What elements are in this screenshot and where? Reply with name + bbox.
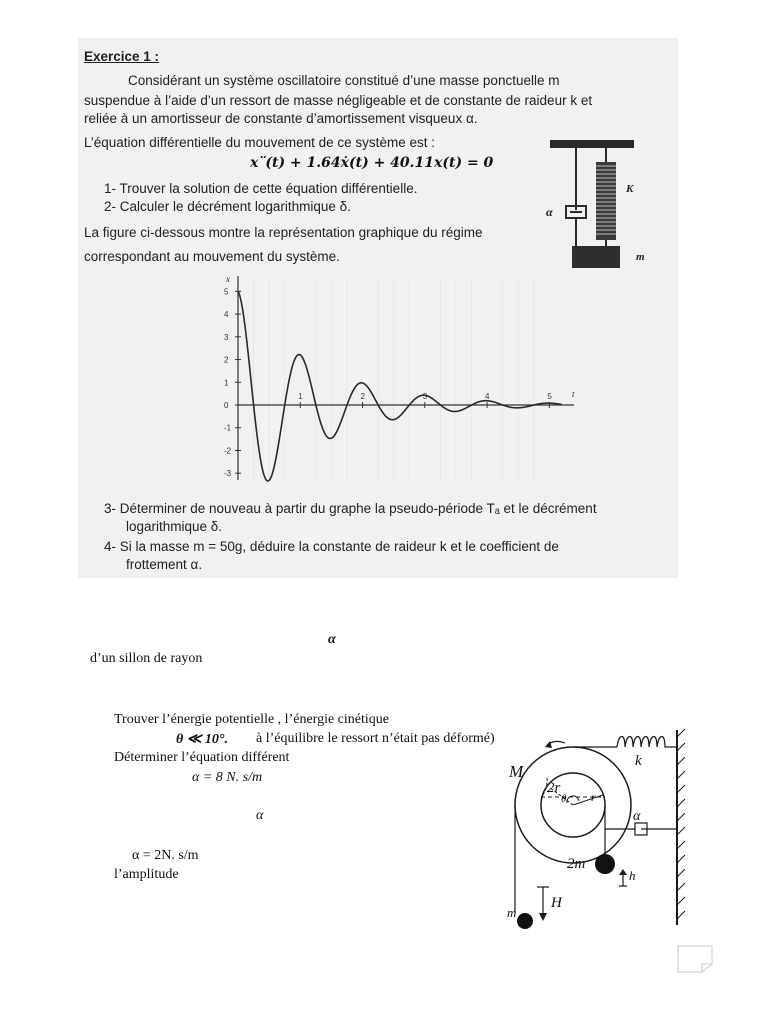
spring-coil [617,737,677,748]
y-tick-label: -2 [224,446,232,456]
label-2r: 2r [547,780,561,796]
y-tick-label: 2 [224,355,229,365]
question-1: 1- Trouver la solution de cette équation différentielle. [104,181,418,196]
amplitude-text: l’amplitude [114,867,179,882]
label-k: k [635,753,642,769]
oscillation-curve [238,291,562,481]
damped-oscillation-chart [216,270,586,490]
question-2: 2- Calculer le décrément logarithmique δ. [104,199,351,214]
mass-block [572,246,620,268]
alpha-value-8: α = 8 N. s/m [192,770,263,785]
equation-intro: L’équation différentielle du mouvement de ce système est : [84,135,435,150]
y-tick-label: 5 [224,287,229,297]
intro-line-3: reliée à un amortisseur de constante d’amortissement visqueux α. [84,111,478,126]
x-tick-label: 4 [485,392,490,401]
small-angle-condition: θ ≪ 10°. [176,732,229,747]
label-M: M [509,762,524,781]
label-damper: α [546,205,553,219]
question-4: 4- Si la masse m = 50g, déduire la constante de raideur k et le coefficient de [104,539,559,554]
sillon-text: d’un sillon de rayon [90,651,203,666]
figure-intro-line-2: correspondant au mouvement du système. [84,249,340,264]
question-3: 3- Déterminer de nouveau à partir du graphe la pseudo-période Tₐ et le décrément [104,501,597,516]
x-axis-label: t [572,389,575,399]
y-tick-label: 0 [224,401,229,410]
figure-intro-line-1: La figure ci-dessous montre la représentation graphique du régime [84,225,483,240]
x-tick-label: 3 [422,392,428,401]
pulley-system-diagram [495,725,690,935]
alpha-symbol: α [328,632,336,647]
y-tick-label: -3 [224,469,232,479]
label-theta: θ [561,793,567,805]
equilibrium-note: à l’équilibre le ressort n’était pas déformé) [256,731,495,746]
x-tick-label: 5 [547,392,552,401]
label-H: H [551,895,562,911]
mass-m [517,913,533,929]
label-h: h [629,868,636,883]
y-tick-label: 4 [224,310,229,320]
chart-gridlines [254,280,534,480]
alpha-symbol-2: α [256,808,264,823]
energy-line: Trouver l’énergie potentielle , l’énergie cinétique [114,712,389,727]
equation-line: Déterminer l’équation différent [114,750,290,765]
mass-2m [595,854,615,874]
label-m: m [507,905,517,920]
label-r: r [591,790,596,804]
label-spring: K [626,183,634,195]
ceiling-bar [550,140,634,148]
y-tick-label: 3 [224,332,229,342]
exercise-title: Exercice 1 : [84,49,160,64]
y-tick-label: 1 [224,378,229,388]
intro-line-1: Considérant un système oscillatoire constitué d’une masse ponctuelle m [128,73,560,88]
alpha-value-2: α = 2N. s/m [132,848,199,863]
label-alpha: α [633,809,641,824]
question-4-continued: frottement α. [126,557,203,572]
y-tick-label: -1 [224,423,232,433]
x-tick-label: 2 [360,392,365,401]
intro-line-2: suspendue à l’aide d’un ressort de masse négligeable et de constante de raideur k et [84,93,593,108]
label-mass: m [636,251,645,263]
label-2m: 2m [567,856,586,872]
spring-mass-damper-diagram [540,136,660,272]
y-axis-label: x [226,274,230,284]
differential-equation: x¨(t) + 1.64ẋ(t) + 40.11x(t) = 0 [250,155,494,171]
question-3-continued: logarithmique δ. [126,519,223,534]
spring-coil [596,162,616,240]
x-tick-label: 1 [298,392,303,401]
page-corner-icon [676,944,716,974]
